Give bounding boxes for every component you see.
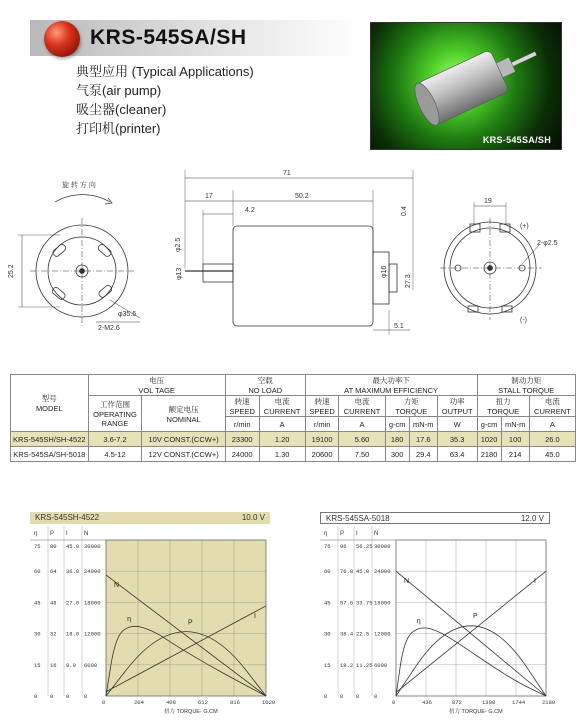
unit-cell: mN-m [501, 417, 529, 432]
header-stall-torque-value: 扭力 TORQUE [477, 396, 529, 417]
header-max-efficiency: 最大功率下 AT MAXIMUM EFFICIENCY [305, 375, 477, 396]
cell-st-current: 45.0 [529, 447, 575, 462]
chart-5018-plot [320, 526, 556, 715]
chart-title-bar [30, 512, 270, 524]
x-tick-label: 1020 [262, 699, 276, 706]
cell-nominal: 12V CONST.(CCW+) [142, 447, 225, 462]
unit-cell: A [259, 417, 305, 432]
header-voltage: 电压 VOL TAGE [88, 375, 225, 396]
unit-cell: g-cm [477, 417, 501, 432]
y-tick-label: 15 [34, 661, 41, 669]
y-tick-label: 45.0 [356, 568, 370, 576]
y-tick-label: 45 [324, 599, 331, 607]
series-label: η [127, 616, 132, 624]
y-header-label: I [356, 531, 358, 537]
table-row [11, 447, 576, 462]
y-tick-label: 9.0 [66, 661, 76, 669]
motor-photo [370, 22, 562, 150]
cell-range: 4.5-12 [88, 447, 142, 462]
applications-list [76, 62, 254, 138]
y-tick-label: 64 [50, 568, 57, 576]
red-ball-icon [44, 21, 80, 57]
dim-17: 17 [205, 193, 213, 200]
y-header-label: I [66, 531, 68, 537]
y-tick-label: 0 [340, 693, 344, 700]
dim-25-2: 25.2 [8, 264, 15, 278]
y-tick-label: 0 [324, 693, 328, 700]
y-tick-label: 22.5 [356, 630, 370, 638]
dim-16: φ16 [381, 265, 388, 278]
dim-2-5: φ2.5 [175, 237, 182, 252]
y-header-label: P [340, 531, 345, 537]
header-operating-range: 工作范围 OPERATING RANGE [88, 396, 142, 432]
dim-0-4: 0.4 [401, 206, 408, 216]
cell-me-current: 7.50 [339, 447, 385, 462]
chart-4522 [30, 512, 276, 715]
y-tick-label: 30000 [374, 543, 391, 550]
x-axis-label: 扭力 TORQUE- G.CM [449, 709, 503, 715]
y-tick-label: 56.25 [356, 543, 373, 550]
y-tick-label: 12000 [84, 630, 101, 638]
y-tick-label: 0 [66, 693, 70, 700]
y-tick-label: 27.0 [66, 599, 80, 607]
unit-cell: W [437, 417, 477, 432]
series-label: I [254, 612, 256, 620]
cell-nl-speed: 23300 [225, 432, 259, 447]
y-tick-label: 76.8 [340, 568, 354, 576]
unit-cell: A [339, 417, 385, 432]
cell-me-w: 35.3 [437, 432, 477, 447]
spec-table [10, 374, 576, 462]
y-tick-label: 45.0 [66, 543, 80, 550]
back-view-right [440, 202, 542, 320]
y-tick-label: 57.6 [340, 599, 354, 607]
table-row [11, 432, 576, 447]
series-label: N [404, 578, 410, 586]
cell-model: KRS-545SH/SH-4522 [11, 432, 89, 447]
unit-cell: mN-m [409, 417, 437, 432]
front-view-left [18, 195, 140, 326]
unit-cell: r/min [225, 417, 259, 432]
cell-range: 3.6-7.2 [88, 432, 142, 447]
cell-st-current: 26.0 [529, 432, 575, 447]
header-current: 电流 CURRENT [339, 396, 385, 417]
motor-icon [371, 23, 561, 149]
header-current: 电流 CURRENT [259, 396, 305, 417]
y-tick-label: 6000 [84, 661, 98, 669]
cell-me-speed: 20600 [305, 447, 339, 462]
dim-19: 19 [484, 198, 492, 205]
unit-cell: r/min [305, 417, 339, 432]
y-tick-label: 36.0 [66, 568, 80, 576]
unit-cell: g-cm [385, 417, 409, 432]
x-tick-label: 0 [102, 699, 106, 706]
y-tick-label: 75 [324, 543, 331, 550]
x-tick-label: 816 [230, 699, 240, 706]
cell-st-gcm: 2180 [477, 447, 501, 462]
y-tick-label: 0 [374, 693, 378, 700]
unit-cell: A [529, 417, 575, 432]
y-tick-label: 60 [324, 568, 331, 576]
x-tick-label: 872 [452, 699, 462, 706]
dim-50-2: 50.2 [295, 193, 309, 200]
y-tick-label: 80 [50, 543, 57, 550]
page-title: KRS-545SA/SH [90, 26, 247, 49]
y-tick-label: 11.25 [356, 661, 373, 669]
terminal-minus: (-) [520, 317, 527, 324]
header-speed: 转速 SPEED [225, 396, 259, 417]
series-label: I [534, 578, 536, 586]
y-header-label: η [324, 531, 328, 537]
cell-me-current: 5.60 [339, 432, 385, 447]
y-header-label: η [34, 531, 38, 537]
chart-voltage: 12.0 V [520, 514, 544, 523]
dim-27-3: 27.3 [405, 274, 412, 288]
y-tick-label: 0 [34, 693, 38, 700]
y-tick-label: 16 [50, 661, 57, 669]
application-item: 吸尘器(cleaner) [76, 102, 167, 117]
cell-me-mnm: 29.4 [409, 447, 437, 462]
cell-nl-speed: 24000 [225, 447, 259, 462]
cell-nl-current: 1.20 [259, 432, 305, 447]
cell-me-gcm: 180 [385, 432, 409, 447]
y-tick-label: 75 [34, 543, 41, 550]
cell-me-speed: 19100 [305, 432, 339, 447]
header-speed: 转速 SPEED [305, 396, 339, 417]
y-tick-label: 33.75 [356, 599, 373, 607]
y-tick-label: 60 [34, 568, 41, 576]
dim-4-2: 4.2 [245, 207, 255, 214]
y-tick-label: 38.4 [340, 630, 354, 638]
y-tick-label: 0 [84, 693, 88, 700]
dim-35-6: φ35.6 [118, 311, 137, 318]
series-label: P [188, 619, 193, 627]
y-tick-label: 48 [50, 599, 57, 607]
y-tick-label: 19.2 [340, 661, 354, 669]
header-current: 电流 CURRENT [529, 396, 575, 417]
y-tick-label: 30 [34, 630, 41, 638]
y-tick-label: 24000 [374, 568, 391, 576]
dim-5-1: 5.1 [394, 323, 404, 330]
photo-caption: KRS-545SA/SH [482, 135, 551, 145]
chart-title: KRS-545SH-4522 [35, 513, 100, 522]
chart-4522-plot [30, 526, 276, 715]
header-stall-torque: 制动力矩 STALL TORQUE [477, 375, 575, 396]
y-tick-label: 12000 [374, 630, 391, 638]
y-header-label: P [50, 531, 55, 537]
header-output: 功率 OUTPUT [437, 396, 477, 417]
cell-st-gcm: 1020 [477, 432, 501, 447]
x-tick-label: 2180 [542, 699, 556, 706]
x-axis-label: 扭力 TORQUE- G.CM [164, 709, 218, 715]
applications-title: 典型应用 (Typical Applications) [76, 64, 254, 79]
application-item: 气泵(air pump) [76, 83, 162, 98]
technical-drawing [0, 160, 587, 360]
y-tick-label: 32 [50, 630, 57, 638]
y-tick-label: 24000 [84, 568, 101, 576]
chart-title-bar [320, 512, 550, 524]
dim-2-phi-2-5: 2-φ2.5 [537, 240, 558, 247]
cell-nominal: 10V CONST.(CCW+) [142, 432, 225, 447]
dim-2-m2-6: 2-M2.6 [98, 325, 120, 332]
application-item: 打印机(printer) [76, 121, 161, 136]
cell-st-mnm: 100 [501, 432, 529, 447]
chart-5018 [320, 512, 556, 715]
y-tick-label: 18000 [374, 599, 391, 607]
x-tick-label: 0 [392, 699, 396, 706]
x-tick-label: 612 [198, 699, 208, 706]
x-tick-label: 408 [166, 699, 176, 706]
cell-me-gcm: 300 [385, 447, 409, 462]
x-tick-label: 436 [422, 699, 432, 706]
cell-me-mnm: 17.6 [409, 432, 437, 447]
series-label: η [416, 617, 421, 625]
cell-nl-current: 1.30 [259, 447, 305, 462]
x-tick-label: 1308 [482, 699, 496, 706]
header-no-load: 空载 NO LOAD [225, 375, 305, 396]
header-nominal: 额定电压 NOMINAL [142, 396, 225, 432]
series-label: P [473, 613, 478, 621]
cell-model: KRS-545SA/SH-5018 [11, 447, 89, 462]
y-header-label: N [84, 531, 89, 537]
cell-st-mnm: 214 [501, 447, 529, 462]
header-model: 型号 MODEL [11, 375, 89, 432]
series-label: N [114, 581, 120, 589]
y-tick-label: 6000 [374, 661, 388, 669]
y-tick-label: 96 [340, 543, 347, 550]
terminal-plus: (+) [520, 223, 529, 230]
chart-voltage: 10.0 V [241, 513, 265, 522]
y-tick-label: 0 [356, 693, 360, 700]
header-torque: 力矩 TORQUE [385, 396, 437, 417]
cell-me-w: 63.4 [437, 447, 477, 462]
dim-13: φ13 [176, 267, 183, 280]
y-tick-label: 30000 [84, 543, 101, 550]
y-tick-label: 45 [34, 599, 41, 607]
dim-71: 71 [283, 170, 291, 177]
y-tick-label: 15 [324, 661, 331, 669]
chart-title: KRS-545SA-5018 [326, 514, 390, 523]
x-tick-label: 1744 [512, 699, 526, 706]
y-tick-label: 30 [324, 630, 331, 638]
rotation-label: 旋 转 方 向 [62, 182, 96, 189]
y-tick-label: 18.0 [66, 630, 80, 638]
y-tick-label: 0 [50, 693, 54, 700]
y-tick-label: 18000 [84, 599, 101, 607]
y-header-label: N [374, 531, 379, 537]
x-tick-label: 204 [134, 699, 144, 706]
